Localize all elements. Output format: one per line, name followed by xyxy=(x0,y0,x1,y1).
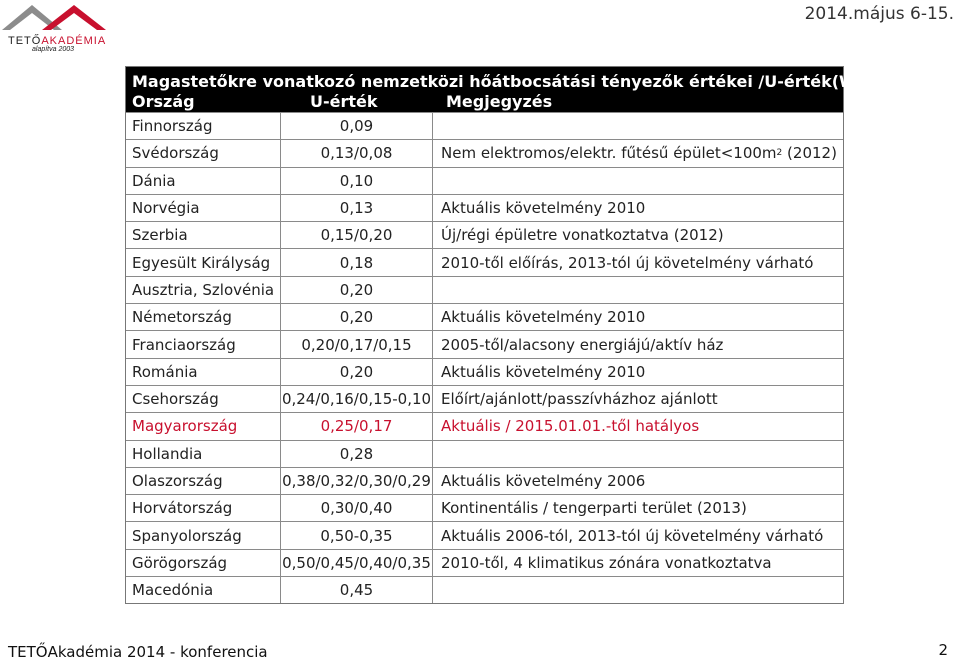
u-value-cell: 0,15/0,20 xyxy=(280,222,432,248)
table-row xyxy=(126,330,843,357)
note-cell: Aktuális követelmény 2006 xyxy=(432,468,844,494)
country-cell: Ausztria, Szlovénia xyxy=(132,280,275,299)
note-cell xyxy=(432,113,844,139)
table-title: Magastetőkre vonatkozó nemzetközi hőátbocsátási tényezők értékei $/U-érték(W/m^2K)/$ xyxy=(132,72,912,91)
u-value-cell: 0,24/0,16/0,15-0,10 xyxy=(280,386,432,412)
logo-subtitle: alapítva 2003 xyxy=(32,46,75,53)
country-cell: Macedónia xyxy=(132,581,214,600)
note-cell: Kontinentális / tengerparti terület (2013) xyxy=(432,495,844,521)
note-cell xyxy=(432,168,844,194)
country-cell: Románia xyxy=(132,362,198,381)
u-value-cell: 0,20 xyxy=(280,277,432,303)
note-cell: 2010-től előírás, 2013-tól új követelmény várható xyxy=(432,249,844,275)
note-cell: 2010-től, 4 klimatikus zónára vonatkoztatva xyxy=(432,550,844,576)
table-row xyxy=(126,167,843,194)
country-cell: Görögország xyxy=(132,553,228,572)
note-cell: Aktuális követelmény 2010 xyxy=(432,359,844,385)
u-value-cell: 0,50-0,35 xyxy=(280,522,432,548)
note-cell: Előírt/ajánlott/passzívházhoz ajánlott xyxy=(432,386,844,412)
country-cell: Csehország xyxy=(132,390,219,409)
table-row xyxy=(126,521,843,548)
table-row xyxy=(126,139,843,166)
country-cell: Szerbia xyxy=(132,226,188,245)
table-row xyxy=(126,576,843,603)
table-row xyxy=(126,549,843,576)
u-value-cell: 0,50/0,45/0,40/0,35 xyxy=(280,550,432,576)
u-value-cell: 0,13/0,08 xyxy=(280,140,432,166)
table-body xyxy=(126,112,843,603)
country-cell: Horvátország xyxy=(132,499,233,518)
roof-logo-icon xyxy=(2,2,112,36)
date-label: 2014.május 6-15. xyxy=(804,4,954,24)
country-cell: Norvégia xyxy=(132,199,200,218)
note-cell xyxy=(432,441,844,467)
u-value-cell: 0,18 xyxy=(280,249,432,275)
u-value-cell: 0,20 xyxy=(280,359,432,385)
country-cell: Svédország xyxy=(132,144,219,163)
note-cell xyxy=(432,577,844,603)
country-cell: Finnország xyxy=(132,117,213,136)
country-cell: Hollandia xyxy=(132,444,203,463)
logo-text: TETŐAKADÉMIA xyxy=(8,35,107,47)
u-value-cell: 0,30/0,40 xyxy=(280,495,432,521)
u-value-cell: 0,25/0,17 xyxy=(280,413,432,439)
column-header-country: Ország xyxy=(132,92,195,111)
table-row xyxy=(126,248,843,275)
table-row xyxy=(126,194,843,221)
u-value-cell: 0,10 xyxy=(280,168,432,194)
logo xyxy=(2,2,112,54)
column-header-note: Megjegyzés xyxy=(446,92,553,111)
table-row xyxy=(126,221,843,248)
country-cell: Dánia xyxy=(132,171,176,190)
u-value-cell: 0,20 xyxy=(280,304,432,330)
u-value-cell: 0,38/0,32/0,30/0,29 xyxy=(280,468,432,494)
note-cell: Aktuális követelmény 2010 xyxy=(432,195,844,221)
country-cell: Spanyolország xyxy=(132,526,242,545)
table-row xyxy=(126,494,843,521)
table-row xyxy=(126,385,843,412)
u-value-table xyxy=(125,66,912,604)
note-cell: 2005-től/alacsony energiájú/aktív ház xyxy=(432,331,844,357)
country-cell: Németország xyxy=(132,308,232,327)
table-row xyxy=(126,440,843,467)
note-cell xyxy=(432,277,844,303)
table-row xyxy=(126,467,843,494)
country-cell: Franciaország xyxy=(132,335,236,354)
u-value-cell: 0,09 xyxy=(280,113,432,139)
table-row xyxy=(126,412,843,439)
note-cell: Aktuális követelmény 2010 xyxy=(432,304,844,330)
table-row xyxy=(126,276,843,303)
column-header-value: U-érték xyxy=(310,92,378,111)
u-value-cell: 0,45 xyxy=(280,577,432,603)
table-row xyxy=(126,358,843,385)
u-value-cell: 0,13 xyxy=(280,195,432,221)
page-number: 2 xyxy=(938,641,948,659)
footer-conference-label: TETŐAkadémia 2014 - konferencia xyxy=(8,643,268,661)
table-row xyxy=(126,303,843,330)
note-cell: Nem elektromos/elektr. fűtésű épület<100m 2 (2012) xyxy=(432,140,844,166)
table-header xyxy=(126,67,912,112)
country-cell: Magyarország xyxy=(132,417,238,436)
note-cell: Aktuális 2006-tól, 2013-tól új követelmény várható xyxy=(432,522,844,548)
u-value-cell: 0,20/0,17/0,15 xyxy=(280,331,432,357)
table-row xyxy=(126,112,843,139)
u-value-cell: 0,28 xyxy=(280,441,432,467)
note-cell: Új/régi épületre vonatkoztatva (2012) xyxy=(432,222,844,248)
country-cell: Egyesült Királyság xyxy=(132,253,271,272)
country-cell: Olaszország xyxy=(132,472,223,490)
note-cell: Aktuális / 2015.01.01.-től hatályos xyxy=(432,413,844,439)
